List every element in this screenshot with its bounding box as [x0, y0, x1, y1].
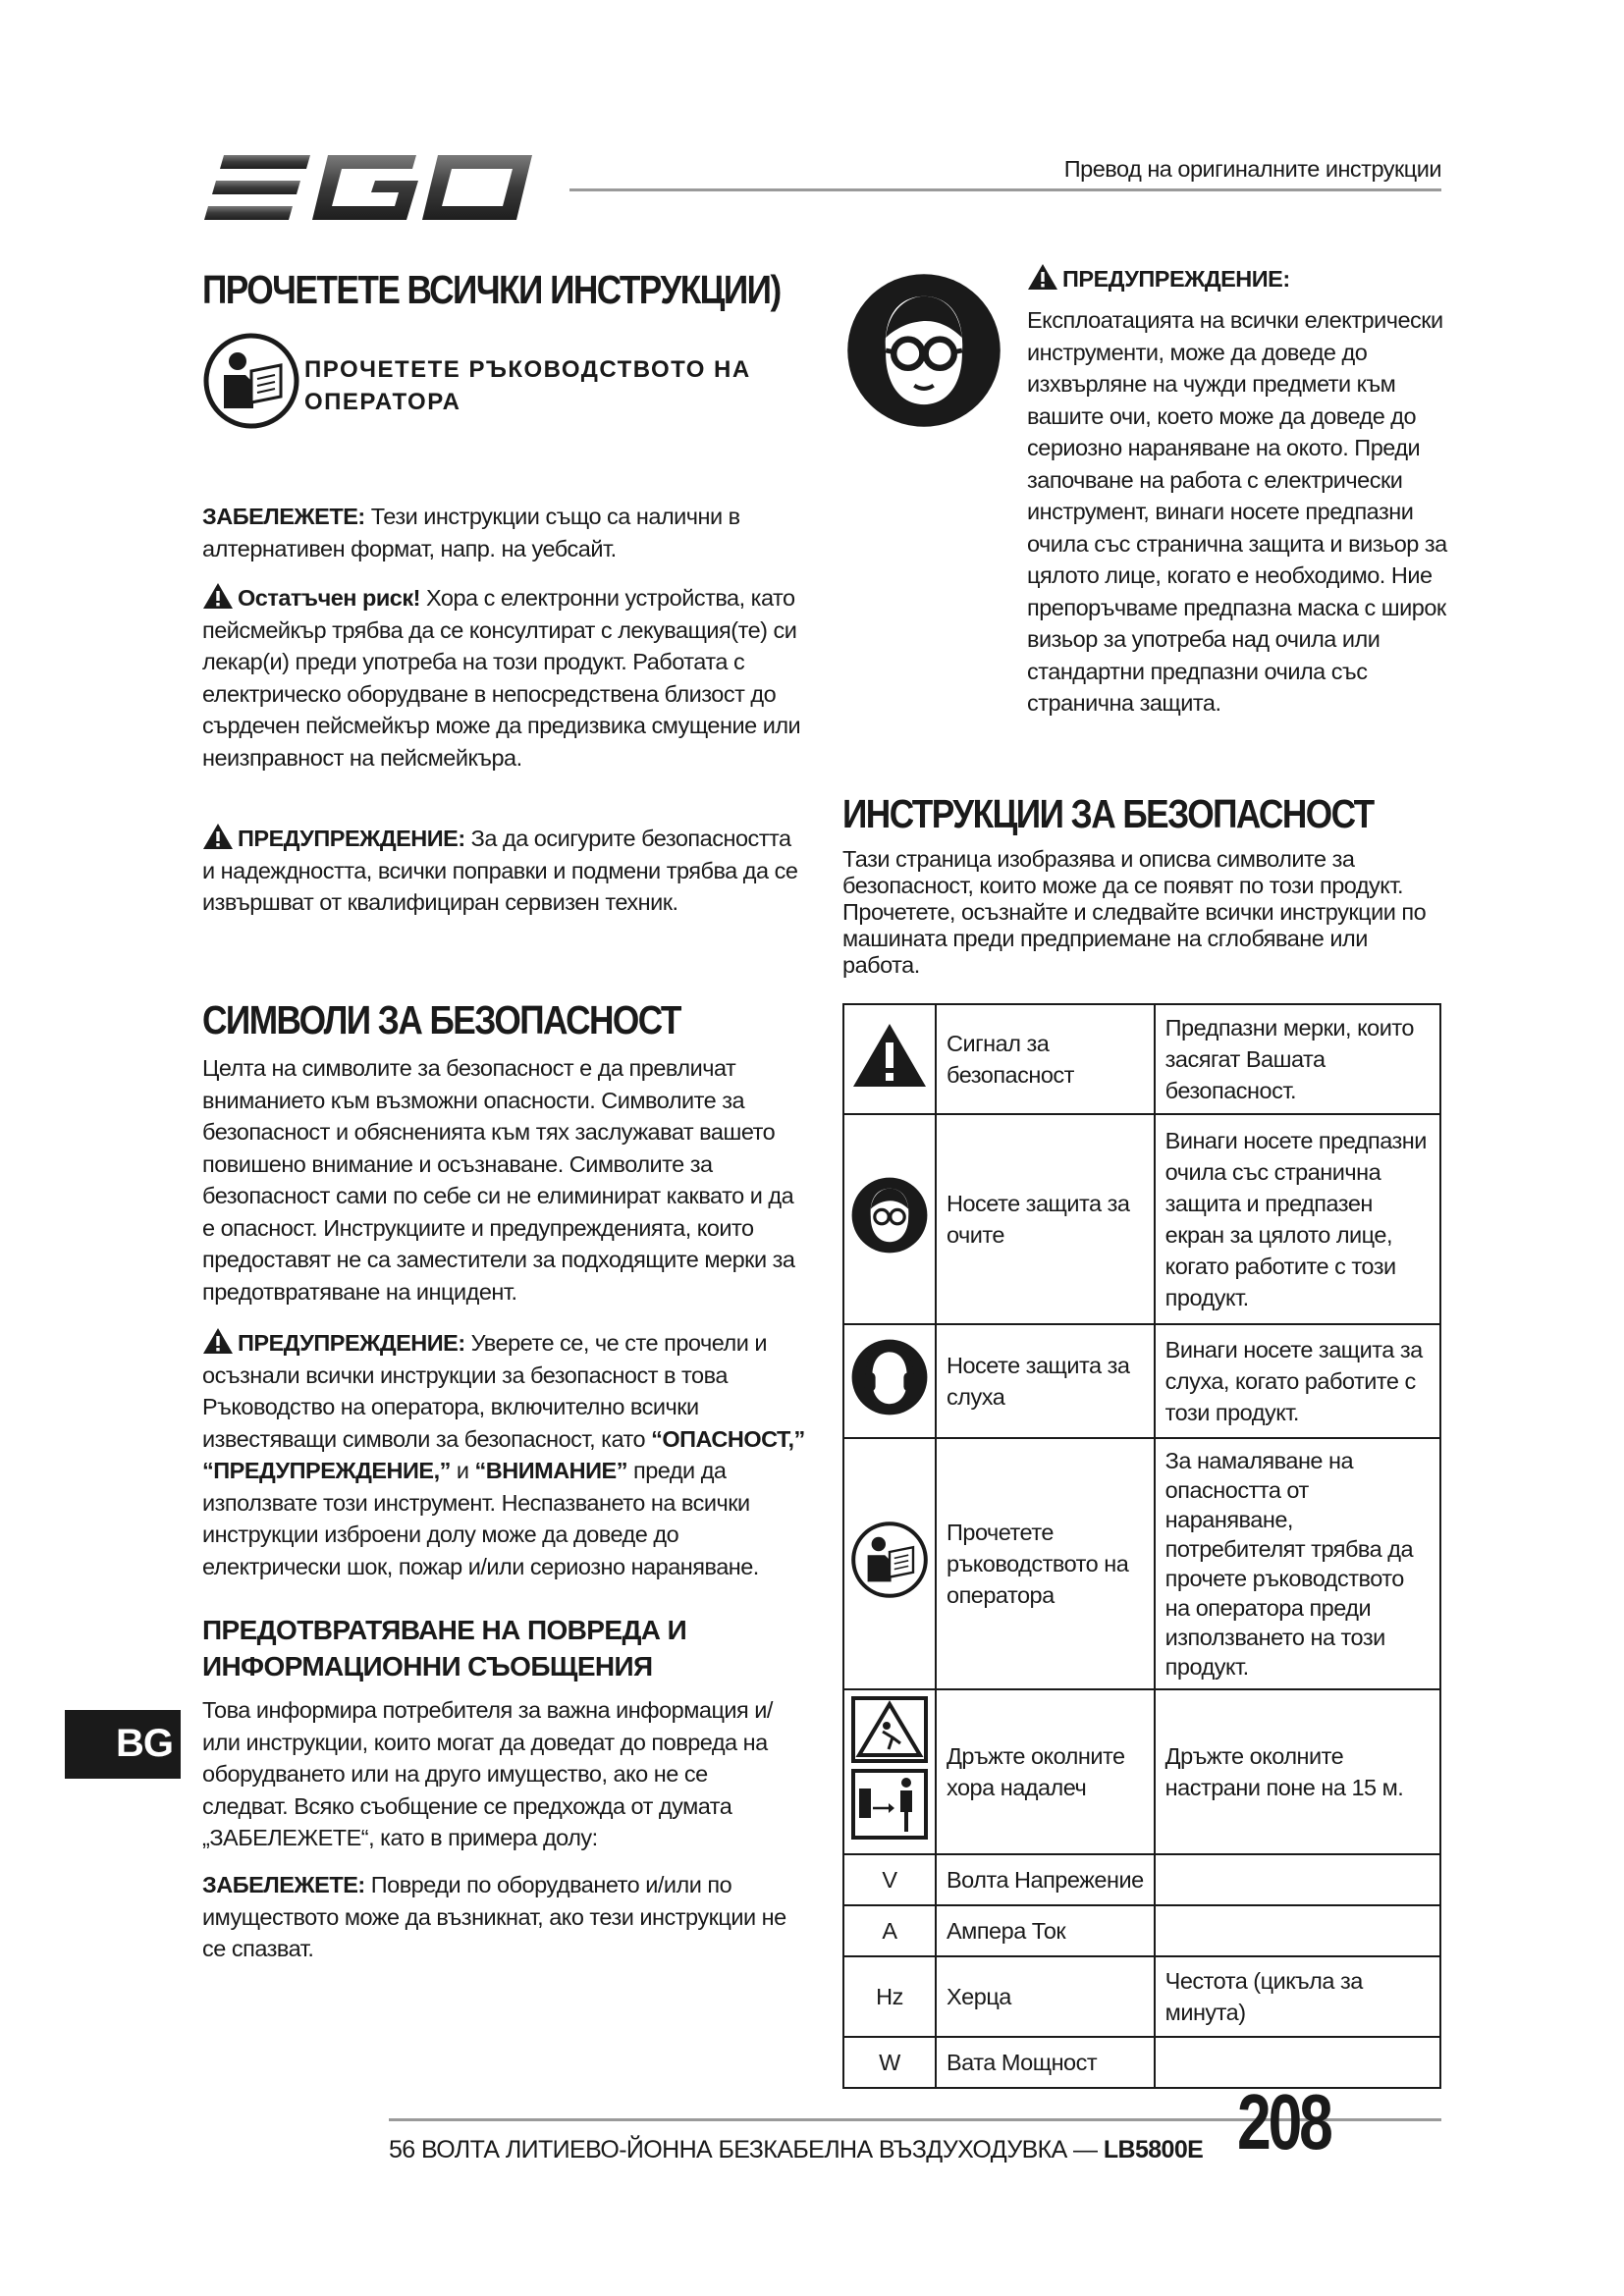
- footer-product: 56 ВОЛТА ЛИТИЕВО-ЙОННА БЕЗКАБЕЛНА ВЪЗДУХОДУВКА —: [389, 2136, 1104, 2163]
- read-manual-icon: [202, 332, 300, 435]
- symbol-name: Носете защита за слуха: [936, 1324, 1155, 1438]
- table-row: [843, 1004, 1440, 1114]
- symbol-name: Дръжте околните хора надалеч: [936, 1689, 1155, 1854]
- note1-label: ЗАБЕЛЕЖЕТЕ:: [202, 504, 365, 529]
- footer-model: LB5800E: [1103, 2136, 1204, 2163]
- warning1-text: За да осигурите безопасността и надеждността, всички поправки и подмени трябва да се извършват от квалифициран сервизен техник.: [202, 826, 798, 915]
- symbol-cell: [843, 1689, 936, 1854]
- kw-caution: “ВНИМАНИЕ”: [474, 1458, 627, 1483]
- prevent-title: ПРЕДОТВРАТЯВАНЕ НА ПОВРЕДА И ИНФОРМАЦИОННИ СЪОБЩЕНИЯ: [202, 1615, 687, 1682]
- header-rule: [569, 188, 1441, 191]
- right-warning-label: ПРЕДУПРЕЖДЕНИЕ:: [1062, 266, 1290, 292]
- kw-and: и: [450, 1458, 475, 1483]
- header-tagline: Превод на оригиналните инструкции: [1063, 156, 1441, 182]
- symbol-name: Сигнал за безопасност: [936, 1004, 1155, 1114]
- warning-triangle-icon: [202, 823, 234, 850]
- eye-protection-icon: [844, 271, 1003, 435]
- ego-logo: [202, 147, 536, 233]
- symbol-desc: Винаги носете защита за слуха, когато работите с този продукт.: [1155, 1324, 1440, 1438]
- warning1-label: ПРЕДУПРЕЖДЕНИЕ:: [238, 826, 465, 851]
- symbol-unit: A: [843, 1905, 936, 1956]
- symbol-name: Носете защита за очите: [936, 1114, 1155, 1324]
- kw-danger: “ОПАСНОСТ,”: [651, 1425, 805, 1452]
- read-all-title: ПРОЧЕТЕТЕ ВСИЧКИ ИНСТРУКЦИИ): [202, 267, 781, 312]
- symbol-name: Вата Мощност: [936, 2037, 1155, 2088]
- symbol-desc: Винаги носете предпазни очила със странична защита и предпазен екран за цялото лице, когато работите с този продукт.: [1155, 1114, 1440, 1324]
- table-row: [843, 1438, 1440, 1689]
- right-warning-heading: [1027, 263, 1439, 295]
- symbol-desc: Дръжте околните настрани поне на 15 м.: [1155, 1689, 1440, 1854]
- symbol-name: Прочетете ръководството на оператора: [936, 1438, 1155, 1689]
- warning-triangle-icon: [1027, 263, 1058, 291]
- symbol-cell: [843, 1324, 936, 1438]
- table-row: [843, 2037, 1440, 2088]
- note2: [202, 1869, 791, 1965]
- symbols-text: Целта на символите за безопасност е да превличат вниманието към възможни опасности. Символите за безопасност и обясненията към тях заслужават вашето повишено внимание и осъзнаване. Символите за безопасност сами по себе си не елиминират каквато и да е опасност. Инструкциите и предупрежденията, които предоставят не са заместители за подходящите мерки за предотвратяване на инцидент.: [202, 1055, 795, 1305]
- language-tab-label: BG: [116, 1722, 173, 1765]
- note1: [202, 501, 791, 564]
- symbol-name: Ампера Ток: [936, 1905, 1155, 1956]
- residual-label: Остатъчен риск!: [238, 585, 420, 611]
- table-row: [843, 1905, 1440, 1956]
- warning-triangle-icon: [202, 582, 234, 610]
- warning2-text-a: Уверете се, че сте прочели и осъзнали всички инструкции за безопасност в това Ръководство на оператора, включително всички известяващи символи за безопасност, като: [202, 1330, 767, 1452]
- ear-protection-icon: [850, 1338, 929, 1416]
- language-tab: [65, 1710, 181, 1779]
- symbol-unit: Hz: [843, 1956, 936, 2037]
- warning2: [202, 1327, 811, 1582]
- table-row: [843, 1324, 1440, 1438]
- safety-title: ИНСТРУКЦИИ ЗА БЕЗОПАСНОСТ: [842, 791, 1374, 836]
- symbol-unit: W: [843, 2037, 936, 2088]
- read-manual-icon: [850, 1521, 929, 1599]
- symbol-unit: V: [843, 1854, 936, 1905]
- page-number: 208: [1237, 2078, 1330, 2165]
- warning2-text-b: преди да използвате този инструмент. Неспазването на всички инструкции изброени долу може да доведе до електрически шок, пожар и/или сериозно нараняване.: [202, 1458, 759, 1579]
- symbol-cell: [843, 1438, 936, 1689]
- symbol-desc: [1155, 1854, 1440, 1905]
- symbol-name: Херца: [936, 1956, 1155, 2037]
- symbol-desc: За намаляване на опасността от нараняване, потребителят трябва да прочете ръководството на оператора преди използването на този продукт.: [1155, 1438, 1440, 1689]
- symbol-cell: [843, 1004, 936, 1114]
- read-manual-label: ПРОЧЕТЕТЕ РЪКОВОДСТВОТО НА ОПЕРАТОРА: [304, 356, 751, 415]
- safety-text: Тази страница изобразява и описва символите за безопасност, които може да се появят по този продукт. Прочетете, осъзнайте и следвайте всички инструкции по машината преди предприемане на сглобяване или работа.: [842, 846, 1427, 978]
- footer-text: [389, 2136, 1203, 2164]
- residual-text: Хора с електронни устройства, като пейсмейкър трябва да се консултират с лекуващия(те) си лекар(и) преди употреба на този продукт. Работата с електрическо оборудване в непосредствена близост до сърдечен пейсмейкър може да предизвика смущение или неизправност на пейсмейкъра.: [202, 585, 801, 771]
- bystanders-icon: [849, 1694, 930, 1842]
- note2-label: ЗАБЕЛЕЖЕТЕ:: [202, 1872, 365, 1897]
- note1-text: Тези инструкции също са налични в алтернативен формат, напр. на уебсайт.: [202, 504, 740, 561]
- symbol-desc: [1155, 1905, 1440, 1956]
- safety-symbols-table: [842, 1003, 1441, 2089]
- symbol-cell: [843, 1114, 936, 1324]
- symbols-title: СИМВОЛИ ЗА БЕЗОПАСНОСТ: [202, 997, 680, 1042]
- note2-text: Повреди по оборудването и/или по имуществото може да възникнат, ако тези инструкции не се спазват.: [202, 1872, 786, 1961]
- symbol-name: Волта Напрежение: [936, 1854, 1155, 1905]
- kw-warning: “ПРЕДУПРЕЖДЕНИЕ,”: [202, 1458, 451, 1483]
- symbol-desc: Честота (цикъла за минута): [1155, 1956, 1440, 2037]
- eye-protection-icon: [850, 1176, 929, 1255]
- warning-triangle-icon: [202, 1327, 234, 1355]
- table-row: [843, 1114, 1440, 1324]
- prevent-text: Това информира потребителя за важна информация и/или инструкции, които могат да доведат до повреда на оборудването или на друго имущество, ако не се следват. Всяко съобщение се предхожда от думата „ЗАБЕЛЕЖЕТЕ“, като в примера долу:: [202, 1697, 773, 1850]
- symbol-desc: Предпазни мерки, които засягат Вашата безопасност.: [1155, 1004, 1440, 1114]
- table-row: [843, 1956, 1440, 2037]
- table-row: [843, 1689, 1440, 1854]
- warning1: [202, 823, 801, 919]
- right-warning-text: Експлоатацията на всички електрически инструменти, може да доведе до изхвърляне на чужди предмети към вашите очи, което може да доведе до сериозно нараняване на окото. Преди започване на работа с електрически инструмент, винаги носете предпазни очила със странична защита и визьор за цялото лице, когато е необходимо. Ние препоръчваме предпазна маска с широк визьор за употреба над очила или стандартни предпазни очила със странична защита.: [1027, 307, 1447, 716]
- table-row: [843, 1854, 1440, 1905]
- warning-triangle-icon: [851, 1021, 928, 1090]
- residual-risk: [202, 582, 801, 774]
- warning2-label: ПРЕДУПРЕЖДЕНИЕ:: [238, 1330, 465, 1356]
